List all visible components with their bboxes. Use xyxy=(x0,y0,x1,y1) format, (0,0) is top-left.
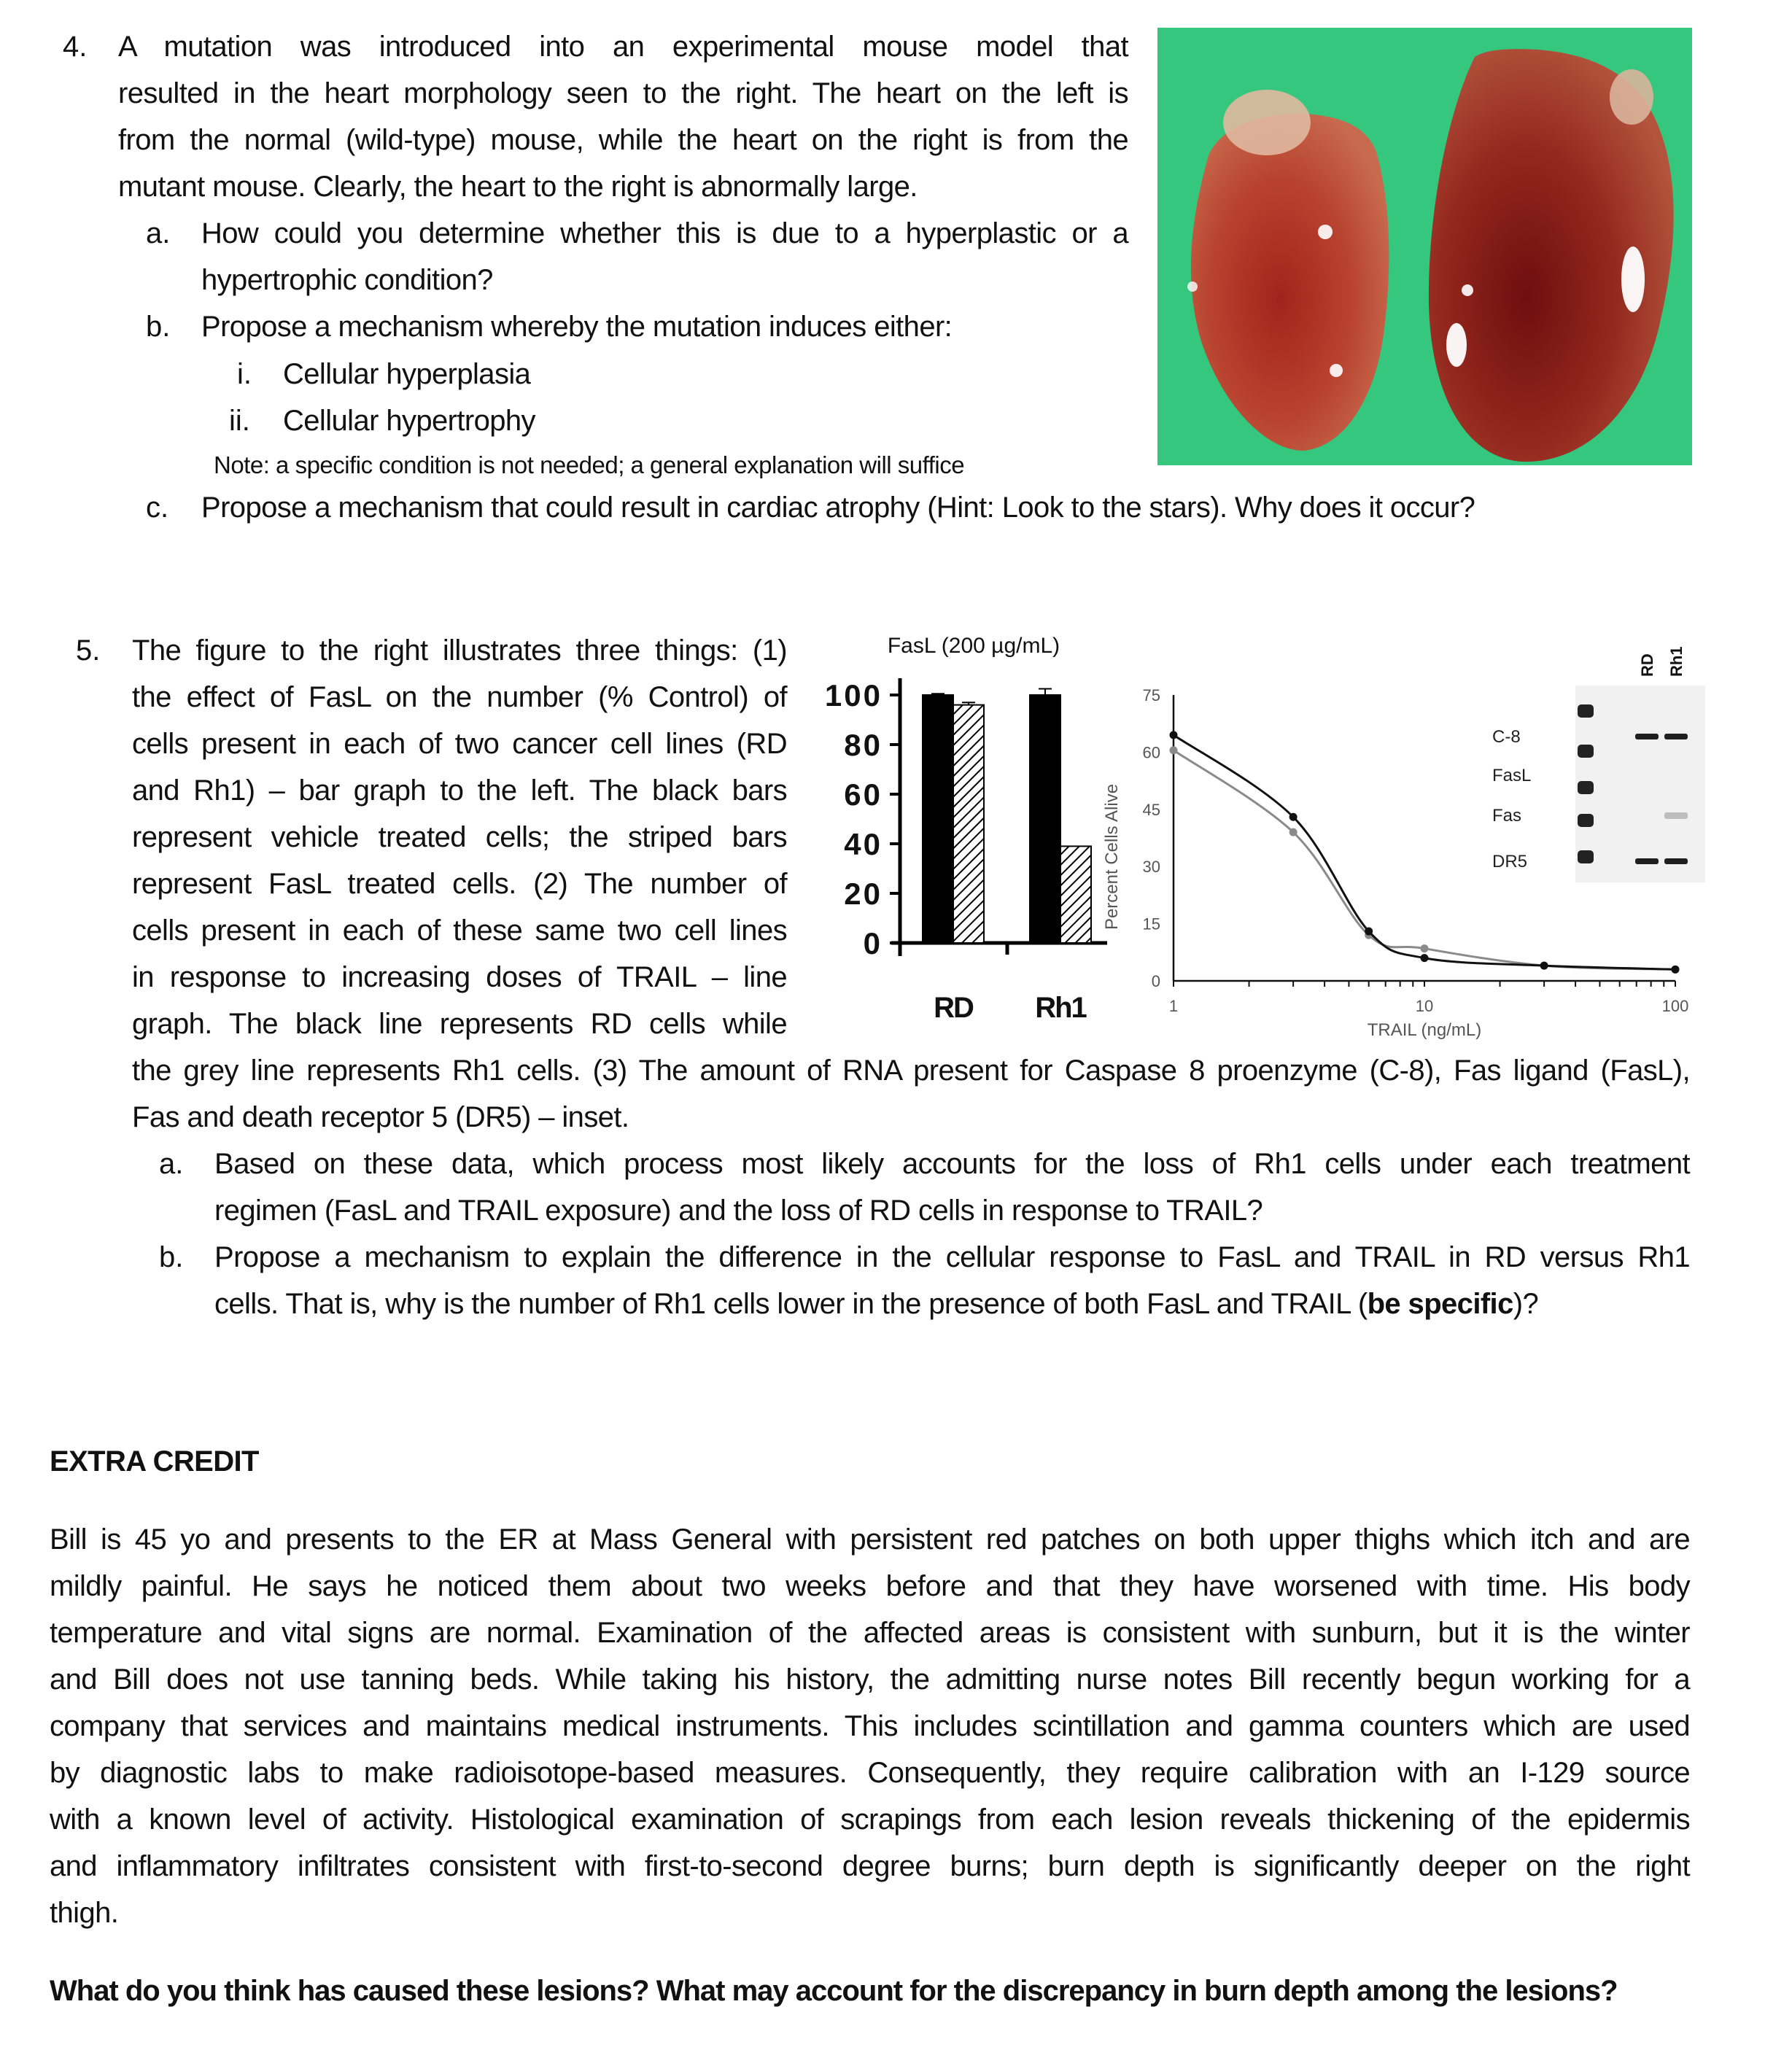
bar-y-tick-label: 0 xyxy=(863,926,883,960)
bar-rd-vehicle xyxy=(923,695,953,943)
q4b-label: b. xyxy=(146,311,171,343)
q5-intro-line: represent vehicle treated cells; the striped bars xyxy=(132,821,787,853)
q4a-text: How could you determine whether this is due to a hyperplastic or a xyxy=(201,217,1128,249)
q5-intro-line: in response to increasing doses of TRAIL – line xyxy=(132,961,787,993)
gel-band-dr5-rd xyxy=(1635,858,1659,864)
q5a-text: regimen (FasL and TRAIL exposure) and the loss of RD cells in response to TRAIL? xyxy=(214,1195,1263,1227)
extra-credit-heading: EXTRA CREDIT xyxy=(50,1445,259,1478)
gel-background xyxy=(1575,686,1705,882)
bar-y-tick-label: 60 xyxy=(844,777,883,812)
q5b-text-last xyxy=(214,1286,1538,1321)
data-point-rd xyxy=(1540,962,1548,970)
q5-intro-line: Fas and death receptor 5 (DR5) – inset. xyxy=(132,1101,629,1133)
extra-credit-line: and inflammatory infiltrates consistent with first-to-second degree burns; burn depth is significantly deeper on the right xyxy=(50,1850,1690,1882)
gel-band-c-8-rd xyxy=(1635,734,1659,739)
bar-rh1-fasl xyxy=(1060,846,1091,943)
q4-intro-line: mutant mouse. Clearly, the heart to the right is abnormally large. xyxy=(118,171,918,203)
q4-intro-line: from the normal (wild-type) mouse, while the heart on the right is from the xyxy=(118,124,1128,156)
question-4-number: 4. xyxy=(63,31,88,63)
line-y-tick-label: 0 xyxy=(1151,972,1160,990)
gel-ladder-band xyxy=(1578,745,1594,758)
data-point-rh1 xyxy=(1421,944,1429,952)
extra-credit-line: and Bill does not use tanning beds. While taking his history, the admitting nurse notes Bill recently begun working for a xyxy=(50,1663,1690,1696)
gel-band-dr5-rh1 xyxy=(1664,858,1688,864)
q4b-ii-text: Cellular hypertrophy xyxy=(283,405,535,437)
extra-credit-question: What do you think has caused these lesions? What may account for the discrepancy in burn depth among the lesions? xyxy=(50,1975,1618,2007)
q5b-label: b. xyxy=(159,1241,184,1273)
q4a-text: hypertrophic condition? xyxy=(201,264,493,296)
hearts-illustration xyxy=(1157,28,1692,465)
line-y-tick-label: 75 xyxy=(1142,686,1160,704)
line-x-tick-label: 10 xyxy=(1415,997,1434,1015)
wild-type-heart xyxy=(1187,90,1389,451)
bar-chart-title: FasL (200 µg/mL) xyxy=(887,634,1060,658)
data-point-rd xyxy=(1365,928,1373,936)
bar-x-label-rh1: Rh1 xyxy=(1035,992,1086,1024)
bar-rh1-vehicle xyxy=(1030,695,1060,943)
q4c-text: Propose a mechanism that could result in cardiac atrophy (Hint: Look to the stars). Why does it occur? xyxy=(201,492,1475,524)
gel-lane-label-rd: RD xyxy=(1638,653,1656,677)
q5-intro-line: and Rh1) – bar graph to the left. The black bars xyxy=(132,774,787,807)
data-point-rd xyxy=(1421,954,1429,962)
gel-band-fas-rh1 xyxy=(1664,812,1688,819)
line-y-tick-label: 60 xyxy=(1142,743,1160,762)
question-5-number: 5. xyxy=(76,634,101,667)
q5-intro-line: The figure to the right illustrates three things: (1) xyxy=(132,634,787,667)
q5-intro-line: graph. The black line represents RD cells while xyxy=(132,1008,787,1040)
line-x-tick-label: 100 xyxy=(1661,997,1689,1015)
q4c-label: c. xyxy=(146,492,169,524)
heart-comparison-image xyxy=(1157,28,1692,465)
line-chart-y-label: Percent Cells Alive xyxy=(1102,783,1122,931)
gel-band-label: DR5 xyxy=(1492,852,1528,871)
extra-credit-line: with a known level of activity. Histological examination of scrapings from each lesion reveals thickening of the epidermis xyxy=(50,1803,1690,1836)
bar-chart-x-labels xyxy=(934,992,1087,1024)
line-chart-x-label: TRAIL (ng/mL) xyxy=(1367,1020,1482,1040)
gel-band-label: FasL xyxy=(1492,766,1532,785)
q5-intro-line: cells present in each of two cancer cell lines (RD xyxy=(132,728,787,760)
bar-y-tick-label: 80 xyxy=(844,728,883,762)
q5-intro-line: cells present in each of these same two cell lines xyxy=(132,915,787,947)
gel-band-c-8-rh1 xyxy=(1664,734,1688,739)
rna-gel-inset xyxy=(1488,642,1707,890)
bar-rd-fasl xyxy=(953,705,984,943)
data-point-rd xyxy=(1170,731,1178,739)
bar-y-tick-label: 100 xyxy=(824,678,883,712)
q4-intro-line: A mutation was introduced into an experimental mouse model that xyxy=(118,31,1128,63)
line-y-tick-label: 15 xyxy=(1142,915,1160,933)
q5-intro-line: the grey line represents Rh1 cells. (3) The amount of RNA present for Caspase 8 proenzyme (C-8), Fas ligand (FasL), xyxy=(132,1055,1690,1087)
fasl-bar-chart xyxy=(802,627,1109,1050)
data-point-rd xyxy=(1672,966,1680,974)
gel-ladder-band xyxy=(1578,704,1594,718)
gel-lane-label-rh1: Rh1 xyxy=(1667,646,1686,677)
q4b-note: Note: a specific condition is not needed; a general explanation will suffice xyxy=(214,451,965,478)
extra-credit-line: Bill is 45 yo and presents to the ER at Mass General with persistent red patches on both upper thighs which itch and are xyxy=(50,1523,1690,1556)
line-y-tick-label: 45 xyxy=(1142,800,1160,819)
q4-intro-line: resulted in the heart morphology seen to the right. The heart on the left is xyxy=(118,77,1128,109)
extra-credit-line: by diagnostic labs to make radioisotope-based measures. Consequently, they require calibration with an I-129 source xyxy=(50,1757,1690,1789)
bar-y-tick-label: 40 xyxy=(844,827,883,861)
line-x-tick-label: 1 xyxy=(1168,997,1179,1015)
q5a-label: a. xyxy=(159,1148,184,1180)
q4b-text: Propose a mechanism whereby the mutation induces either: xyxy=(201,311,953,343)
q5-intro-line: the effect of FasL on the number (% Control) of xyxy=(132,681,787,713)
q4b-i-label: i. xyxy=(237,358,252,390)
extra-credit-line: mildly painful. He says he noticed them about two weeks before and that they have worsened with time. His body xyxy=(50,1570,1690,1602)
bar-y-tick-label: 20 xyxy=(844,877,883,911)
line-y-tick-label: 30 xyxy=(1142,858,1160,877)
mutant-heart xyxy=(1429,49,1674,462)
data-point-rh1 xyxy=(1289,828,1298,836)
q4a-label: a. xyxy=(146,217,171,249)
q4b-i-text: Cellular hyperplasia xyxy=(283,358,531,390)
bar-chart-bars xyxy=(923,689,1091,944)
q5b-emphasis: be specific xyxy=(1367,1288,1513,1320)
data-point-rd xyxy=(1289,813,1298,821)
data-point-rh1 xyxy=(1170,746,1178,754)
extra-credit-line: thigh. xyxy=(50,1897,119,1929)
gel-ladder-band xyxy=(1578,850,1594,863)
gel-band-label: Fas xyxy=(1492,806,1522,826)
q4b-ii-label: ii. xyxy=(229,405,250,437)
q5a-text: Based on these data, which process most likely accounts for the loss of Rh1 cells under each treatment xyxy=(214,1148,1690,1180)
gel-ladder-band xyxy=(1578,814,1594,827)
q5b-text-before: cells. That is, why is the number of Rh1 cells lower in the presence of both FasL and TRAIL ( xyxy=(214,1288,1368,1320)
extra-credit-line: temperature and vital signs are normal. Examination of the affected areas is consistent with sunburn, but it is the winter xyxy=(50,1617,1690,1649)
extra-credit-line: company that services and maintains medical instruments. This includes scintillation and gamma counters which are used xyxy=(50,1710,1690,1742)
gel-ladder-band xyxy=(1578,781,1594,794)
q5b-text-after: )? xyxy=(1513,1288,1539,1320)
q5-intro-line: represent FasL treated cells. (2) The number of xyxy=(132,868,787,900)
bar-x-label-rd: RD xyxy=(934,992,973,1024)
q5b-text: Propose a mechanism to explain the difference in the cellular response to FasL and TRAIL in RD versus Rh1 xyxy=(214,1241,1690,1273)
gel-bands xyxy=(1492,646,1705,882)
gel-band-label: C-8 xyxy=(1492,727,1521,747)
